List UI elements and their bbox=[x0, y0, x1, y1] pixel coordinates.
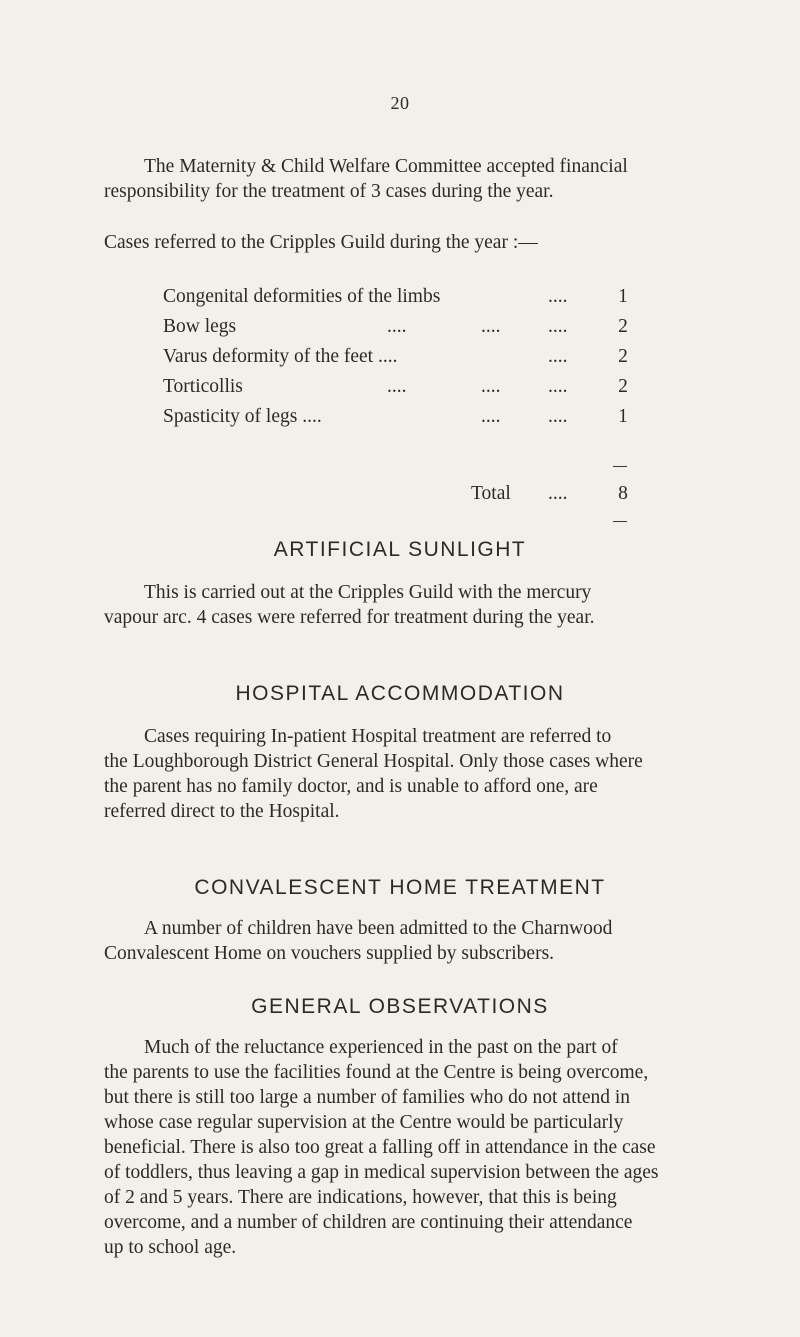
case-value: 2 bbox=[618, 346, 628, 367]
total-label: Total bbox=[471, 483, 511, 504]
section-heading-convalescent-home: CONVALESCENT HOME TREATMENT bbox=[194, 876, 606, 899]
paragraph-line: the parent has no family doctor, and is unable to afford one, are bbox=[104, 776, 598, 797]
paragraph-line: A number of children have been admitted to the Charnwood bbox=[144, 918, 613, 939]
leader-dots: .... bbox=[387, 376, 407, 397]
sum-rule-bottom bbox=[613, 521, 627, 522]
paragraph-line: whose case regular supervision at the Centre would be particularly bbox=[104, 1112, 624, 1133]
paragraph-line: Convalescent Home on vouchers supplied by subscribers. bbox=[104, 943, 555, 964]
leader-dots: .... bbox=[548, 286, 568, 307]
case-value: 2 bbox=[618, 376, 628, 397]
section-heading-hospital-accommodation: HOSPITAL ACCOMMODATION bbox=[235, 682, 565, 705]
paragraph-line: overcome, and a number of children are continuing their attendance bbox=[104, 1212, 633, 1233]
table-row bbox=[163, 376, 633, 406]
paragraph-line: Much of the reluctance experienced in the past on the part of bbox=[144, 1037, 618, 1058]
leader-dots: .... bbox=[548, 406, 568, 427]
table-row bbox=[163, 286, 633, 316]
intro-paragraph bbox=[104, 154, 740, 204]
paragraph-line: the Loughborough District General Hospital. Only those cases where bbox=[104, 751, 643, 772]
case-label: Congenital deformities of the limbs bbox=[163, 286, 441, 307]
paragraph-line: vapour arc. 4 cases were referred for treatment during the year. bbox=[104, 607, 595, 628]
paragraph-line: This is carried out at the Cripples Guild with the mercury bbox=[144, 582, 592, 603]
paragraph-line: beneficial. There is also too great a falling off in attendance in the case bbox=[104, 1137, 656, 1158]
case-value: 1 bbox=[618, 406, 628, 427]
case-label: Spasticity of legs .... bbox=[163, 406, 322, 427]
table-row bbox=[163, 316, 633, 346]
case-label: Bow legs bbox=[163, 316, 237, 337]
leader-dots: .... bbox=[481, 406, 501, 427]
case-value: 1 bbox=[618, 286, 628, 307]
leader-dots: .... bbox=[481, 376, 501, 397]
case-label: Varus deformity of the feet .... bbox=[163, 346, 398, 367]
artificial-sunlight-paragraph bbox=[104, 580, 740, 630]
cases-intro bbox=[104, 230, 740, 255]
paragraph-line: Cases requiring In-patient Hospital treatment are referred to bbox=[144, 726, 612, 747]
convalescent-home-paragraph bbox=[104, 916, 740, 966]
leader-dots: .... bbox=[387, 316, 407, 337]
paragraph-line: the parents to use the facilities found at the Centre is being overcome, bbox=[104, 1062, 649, 1083]
general-observations-paragraph bbox=[104, 1035, 740, 1260]
case-value: 2 bbox=[618, 316, 628, 337]
leader-dots: .... bbox=[548, 346, 568, 367]
case-label: Torticollis bbox=[163, 376, 243, 397]
leader-dots: .... bbox=[548, 376, 568, 397]
paragraph-line: The Maternity & Child Welfare Committee accepted financial bbox=[144, 156, 628, 177]
sum-rule-top bbox=[613, 466, 627, 467]
leader-dots: .... bbox=[548, 483, 568, 504]
leader-dots: .... bbox=[481, 316, 501, 337]
section-heading-artificial-sunlight: ARTIFICIAL SUNLIGHT bbox=[273, 538, 527, 561]
table-row bbox=[163, 346, 633, 376]
paragraph-line: responsibility for the treatment of 3 cases during the year. bbox=[104, 181, 554, 202]
section-heading-general-observations: GENERAL OBSERVATIONS bbox=[251, 995, 549, 1018]
total-value: 8 bbox=[618, 483, 628, 504]
paragraph-line: Cases referred to the Cripples Guild during the year :— bbox=[104, 232, 538, 253]
cases-table bbox=[163, 286, 633, 436]
table-row bbox=[163, 406, 633, 436]
hospital-accommodation-paragraph bbox=[104, 724, 740, 824]
paragraph-line: referred direct to the Hospital. bbox=[104, 801, 340, 822]
page-number: 20 bbox=[390, 93, 410, 113]
paragraph-line: of toddlers, thus leaving a gap in medical supervision between the ages bbox=[104, 1162, 659, 1183]
paragraph-line: up to school age. bbox=[104, 1237, 237, 1258]
paragraph-line: but there is still too large a number of families who do not attend in bbox=[104, 1087, 631, 1108]
leader-dots: .... bbox=[548, 316, 568, 337]
paragraph-line: of 2 and 5 years. There are indications, however, that this is being bbox=[104, 1187, 617, 1208]
